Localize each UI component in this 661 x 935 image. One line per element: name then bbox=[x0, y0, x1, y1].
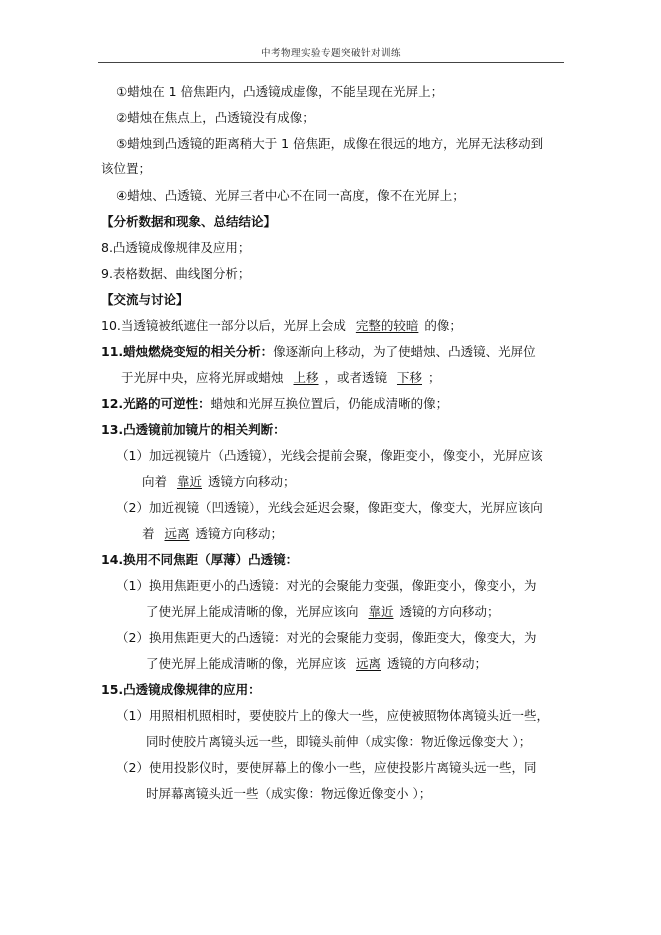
text-line: 12.光路的可逆性：蜡烛和光屏互换位置后，仍能成清晰的像； bbox=[101, 396, 449, 411]
text-line: （1）加远视镜片（凸透镜），光线会提前会聚，像距变小，像变小，光屏应该 bbox=[116, 448, 543, 463]
text-line: 着 远离 透镜方向移动； bbox=[142, 526, 284, 541]
text-line: 了使光屏上能成清晰的像，光屏应该 远离 透镜的方向移动； bbox=[146, 656, 488, 671]
text-line: 于光屏中央，应将光屏或蜡烛 上移 ，或者透镜 下移 ； bbox=[121, 370, 441, 385]
text-line: 时屏幕离镜头近一些（成实像：物远像近像变小 ）； bbox=[146, 786, 432, 801]
text-line: （2）使用投影仪时，要使屏幕上的像小一些，应使投影片离镜头远一些，同 bbox=[116, 760, 537, 775]
section-heading: 15.凸透镜成像规律的应用： bbox=[101, 682, 261, 697]
section-heading: 13.凸透镜前加镜片的相关判断： bbox=[101, 422, 286, 437]
section-heading: 【交流与讨论】 bbox=[101, 292, 189, 307]
answer-blank: 远离 bbox=[164, 526, 190, 541]
text-line: （2）换用焦距更大的凸透镜：对光的会聚能力变弱，像距变大，像变大，为 bbox=[116, 630, 537, 645]
text-line: 了使光屏上能成清晰的像，光屏应该向 靠近 透镜的方向移动； bbox=[146, 604, 500, 619]
text-line: 该位置； bbox=[101, 161, 152, 176]
section-heading: 14.换用不同焦距（厚薄）凸透镜： bbox=[101, 552, 299, 567]
answer-blank: 下移 bbox=[396, 370, 422, 385]
answer-blank: 远离 bbox=[355, 656, 381, 671]
answer-blank: 上移 bbox=[293, 370, 319, 385]
text-line: 向着 靠近 透镜方向移动； bbox=[142, 474, 296, 489]
text-line: ①蜡烛在 1 倍焦距内，凸透镜成虚像，不能呈现在光屏上； bbox=[116, 84, 444, 99]
section-heading: 【分析数据和现象、总结结论】 bbox=[101, 214, 277, 229]
header-rule bbox=[98, 62, 564, 63]
page-header: 中考物理实验专题突破针对训练 bbox=[260, 48, 401, 59]
text-line: （2）加近视镜（凹透镜），光线会延迟会聚，像距变大，像变大，光屏应该向 bbox=[116, 500, 543, 515]
text-line: ②蜡烛在焦点上，凸透镜没有成像； bbox=[116, 110, 315, 125]
answer-blank: 靠近 bbox=[368, 604, 394, 619]
text-line: （1）用照相机照相时，要使胶片上的像大一些，应使被照物体离镜头近一些， bbox=[116, 708, 549, 723]
text-line: 11.蜡烛燃烧变短的相关分析：像逐渐向上移动，为了使蜡烛、凸透镜、光屏位 bbox=[101, 344, 536, 359]
text-line: 9.表格数据、曲线图分析； bbox=[101, 266, 251, 281]
answer-blank: 靠近 bbox=[176, 474, 202, 489]
text-line: 8.凸透镜成像规律及应用； bbox=[101, 240, 251, 255]
text-line: ⑤蜡烛到凸透镜的距离稍大于 1 倍焦距，成像在很远的地方，光屏无法移动到 bbox=[116, 136, 544, 151]
text-line: 同时使胶片离镜头远一些，即镜头前伸（成实像：物近像远像变大 ）； bbox=[146, 734, 532, 749]
text-line: （1）换用焦距更小的凸透镜：对光的会聚能力变强，像距变小，像变小，为 bbox=[116, 578, 537, 593]
text-line: ④蜡烛、凸透镜、光屏三者中心不在同一高度，像不在光屏上； bbox=[116, 188, 465, 203]
text-line: 10.当透镜被纸遮住一部分以后，光屏上会成 完整的较暗 的像； bbox=[101, 318, 462, 333]
answer-blank: 完整的较暗 bbox=[355, 318, 419, 333]
